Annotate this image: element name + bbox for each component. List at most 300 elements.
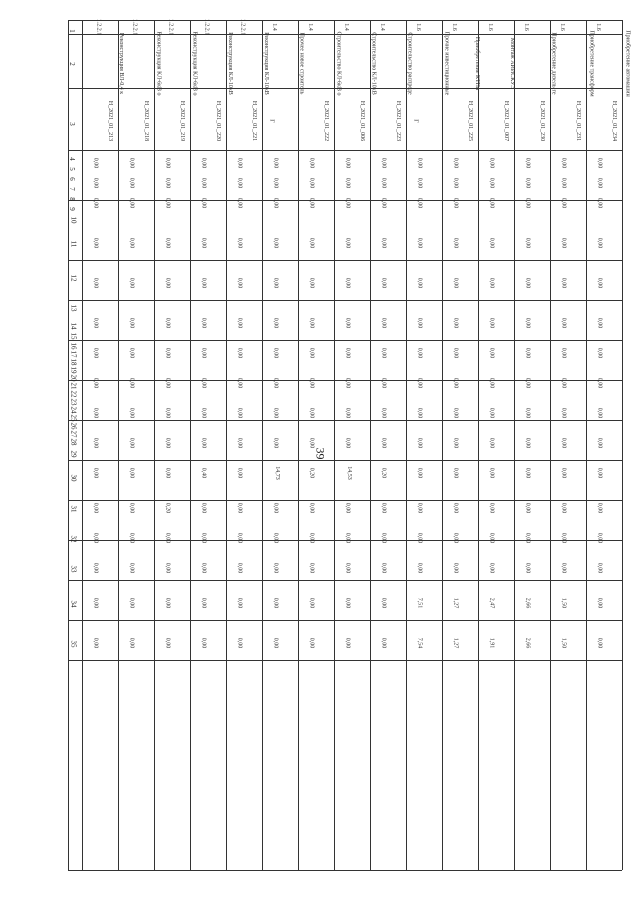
row-number: 1.6 — [558, 23, 565, 31]
row-number: 1.6 — [594, 23, 601, 31]
zero-value: 0,00 — [452, 347, 459, 359]
row-name: Строительство распреде — [406, 32, 413, 95]
zero-value: 0,00 — [92, 237, 99, 249]
row-name: Монтаж АИИСКУЭ — [509, 37, 516, 90]
value-col-34: 0,00 — [272, 597, 279, 609]
zero-value: 0,00 — [236, 437, 243, 449]
value-col-33: 0,00 — [200, 562, 207, 574]
zero-value: 0,00 — [344, 347, 351, 359]
zero-value: 0,00 — [128, 347, 135, 359]
zero-value: 0,00 — [560, 157, 567, 169]
row-name: Приобретение дизель-ге — [550, 32, 557, 95]
value-col-32: 0,00 — [308, 532, 315, 544]
value-col-34: 0,00 — [344, 597, 351, 609]
zero-value: 0,00 — [380, 407, 387, 419]
zero-value: 0,00 — [452, 157, 459, 169]
zero-value: 0,00 — [272, 157, 279, 169]
zero-value: 0,00 — [416, 407, 423, 419]
column-header: 28 — [69, 438, 78, 446]
zero-value: 0,00 — [128, 157, 135, 169]
zero-value: 0,00 — [344, 277, 351, 289]
column-header: 3 — [67, 122, 76, 126]
value-col-30: 0,20 — [308, 467, 315, 479]
row-name: Реконструкция КЛ-10кВ — [226, 32, 233, 95]
value-col-30: 0,00 — [560, 467, 567, 479]
zero-value: 0,00 — [236, 347, 243, 359]
value-col-35: 0,00 — [380, 637, 387, 649]
value-col-33: 0,00 — [128, 562, 135, 574]
zero-value: 0,00 — [164, 317, 171, 329]
zero-value: 0,00 — [524, 407, 531, 419]
zero-value: 0,00 — [596, 177, 603, 189]
grid-line — [68, 20, 622, 21]
grid-line — [586, 20, 587, 870]
zero-value: 0,00 — [452, 437, 459, 449]
zero-value: 0,00 — [308, 237, 315, 249]
zero-value: 0,00 — [560, 237, 567, 249]
row-code: Н_2021_01_006 — [359, 100, 366, 142]
value-col-33: 0,00 — [380, 562, 387, 574]
zero-value: 0,00 — [200, 177, 207, 189]
zero-value: 0,00 — [488, 407, 495, 419]
zero-value: 0,00 — [524, 277, 531, 289]
row-code: Г — [412, 119, 419, 123]
zero-value: 0,00 — [164, 277, 171, 289]
value-col-31: 0,00 — [344, 502, 351, 514]
grid-line — [68, 580, 622, 581]
zero-value: 0,00 — [524, 177, 531, 189]
grid-line — [68, 34, 622, 35]
value-col-35: 0,00 — [128, 637, 135, 649]
zero-value: 0,00 — [164, 197, 171, 209]
row-number: 1.4 — [378, 23, 385, 31]
zero-value: 0,00 — [92, 437, 99, 449]
zero-value: 0,00 — [308, 407, 315, 419]
value-col-31: 0,00 — [416, 502, 423, 514]
value-col-34: 0,00 — [380, 597, 387, 609]
row-name: Реконструкция КЛ-6кВ о — [155, 31, 162, 96]
zero-value: 0,00 — [128, 407, 135, 419]
zero-value: 0,00 — [596, 157, 603, 169]
zero-value: 0,00 — [524, 157, 531, 169]
row-name: Прочие инвестиционные — [443, 31, 450, 96]
column-header: 16 — [69, 342, 78, 350]
column-header: 23 — [69, 398, 78, 406]
grid-line — [68, 620, 622, 621]
zero-value: 0,00 — [488, 237, 495, 249]
value-col-30: 0,00 — [164, 467, 171, 479]
grid-line — [190, 20, 191, 870]
zero-value: 0,00 — [560, 407, 567, 419]
zero-value: 0,00 — [560, 177, 567, 189]
zero-value: 0,00 — [488, 377, 495, 389]
zero-value: 0,00 — [128, 317, 135, 329]
column-header: 27 — [69, 430, 78, 438]
zero-value: 0,00 — [272, 437, 279, 449]
zero-value: 0,00 — [200, 237, 207, 249]
zero-value: 0,00 — [92, 407, 99, 419]
column-header: 35 — [69, 640, 78, 648]
value-col-33: 0,00 — [452, 562, 459, 574]
zero-value: 0,00 — [200, 377, 207, 389]
row-number: 1.6 — [450, 23, 457, 31]
value-col-30: 0,40 — [200, 467, 207, 479]
zero-value: 0,00 — [200, 437, 207, 449]
grid-line — [370, 20, 371, 870]
zero-value: 0,00 — [524, 237, 531, 249]
value-col-32: 0,00 — [344, 532, 351, 544]
grid-line — [68, 420, 622, 421]
value-col-34: 0,00 — [92, 597, 99, 609]
value-col-35: 0,00 — [596, 637, 603, 649]
value-col-30: 0,00 — [236, 467, 243, 479]
column-header: 12 — [69, 274, 78, 282]
value-col-32: 0,00 — [596, 532, 603, 544]
grid-line — [68, 260, 622, 261]
value-col-34: 0,00 — [200, 597, 207, 609]
zero-value: 0,00 — [272, 237, 279, 249]
zero-value: 0,00 — [344, 407, 351, 419]
column-header: 14 — [69, 322, 78, 330]
column-header: 2 — [67, 62, 76, 66]
zero-value: 0,00 — [236, 377, 243, 389]
zero-value: 0,00 — [488, 317, 495, 329]
grid-line — [298, 20, 299, 870]
row-code: Н_2021_01_230 — [539, 100, 546, 142]
row-name: Приобретение КТПн — [474, 36, 481, 91]
row-number: 1.2.2.1 — [203, 18, 210, 36]
zero-value: 0,00 — [92, 157, 99, 169]
value-col-33: 0,00 — [488, 562, 495, 574]
zero-value: 0,00 — [272, 347, 279, 359]
zero-value: 0,00 — [128, 237, 135, 249]
zero-value: 0,00 — [92, 177, 99, 189]
zero-value: 0,00 — [344, 317, 351, 329]
value-col-32: 0,00 — [164, 532, 171, 544]
value-col-34: 0,00 — [236, 597, 243, 609]
zero-value: 0,00 — [308, 197, 315, 209]
value-col-34: 2,66 — [524, 597, 531, 609]
zero-value: 0,00 — [236, 197, 243, 209]
row-name: Реконструкция КЛ-6кВ о — [191, 31, 198, 96]
zero-value: 0,00 — [164, 377, 171, 389]
value-col-32: 0,00 — [236, 532, 243, 544]
column-header: 4 — [67, 157, 76, 161]
zero-value: 0,00 — [380, 377, 387, 389]
zero-value: 0,00 — [560, 347, 567, 359]
row-name: Приобретение автомашин — [624, 30, 631, 97]
row-code: Н_2021_01_213 — [107, 100, 114, 142]
value-col-33: 0,00 — [524, 562, 531, 574]
zero-value: 0,00 — [452, 177, 459, 189]
value-col-33: 0,00 — [596, 562, 603, 574]
zero-value: 0,00 — [344, 197, 351, 209]
zero-value: 0,00 — [164, 407, 171, 419]
value-col-31: 0,00 — [92, 502, 99, 514]
column-header: 13 — [69, 304, 78, 312]
zero-value: 0,00 — [272, 377, 279, 389]
value-col-34: 1,50 — [560, 597, 567, 609]
grid-line — [68, 500, 622, 501]
zero-value: 0,00 — [308, 437, 315, 449]
value-col-30: 0,00 — [128, 467, 135, 479]
zero-value: 0,00 — [164, 237, 171, 249]
value-col-35: 0,00 — [308, 637, 315, 649]
value-col-32: 0,00 — [560, 532, 567, 544]
zero-value: 0,00 — [524, 197, 531, 209]
value-col-32: 0,00 — [380, 532, 387, 544]
row-name: Строительство КЛ-10кВ — [370, 32, 377, 95]
zero-value: 0,00 — [452, 237, 459, 249]
column-header: 5 — [67, 167, 76, 171]
zero-value: 0,00 — [596, 237, 603, 249]
column-header: 9 — [67, 207, 76, 211]
zero-value: 0,00 — [272, 317, 279, 329]
grid-line — [68, 870, 622, 871]
zero-value: 0,00 — [524, 347, 531, 359]
column-header: 24 — [69, 406, 78, 414]
value-col-33: 0,00 — [272, 562, 279, 574]
grid-line — [68, 88, 622, 89]
grid-line — [334, 20, 335, 870]
zero-value: 0,00 — [128, 377, 135, 389]
zero-value: 0,00 — [416, 347, 423, 359]
value-col-35: 0,00 — [272, 637, 279, 649]
value-col-34: 2,47 — [488, 597, 495, 609]
value-col-30: 14,73 — [273, 466, 280, 480]
value-col-31: 0,00 — [200, 502, 207, 514]
zero-value: 0,00 — [380, 197, 387, 209]
column-header: 17 — [69, 350, 78, 358]
grid-line — [622, 20, 623, 870]
zero-value: 0,00 — [596, 407, 603, 419]
zero-value: 0,00 — [380, 157, 387, 169]
value-col-33: 0,00 — [92, 562, 99, 574]
value-col-32: 0,00 — [416, 532, 423, 544]
zero-value: 0,00 — [596, 317, 603, 329]
zero-value: 0,00 — [272, 407, 279, 419]
zero-value: 0,00 — [236, 407, 243, 419]
zero-value: 0,00 — [524, 377, 531, 389]
zero-value: 0,00 — [596, 347, 603, 359]
zero-value: 0,00 — [560, 277, 567, 289]
row-name: Строительство КЛ-6кВ о — [335, 31, 342, 96]
row-code: Н_2021_01_223 — [395, 100, 402, 142]
zero-value: 0,00 — [128, 197, 135, 209]
value-col-31: 0,00 — [272, 502, 279, 514]
zero-value: 0,00 — [452, 407, 459, 419]
zero-value: 0,00 — [236, 177, 243, 189]
zero-value: 0,00 — [344, 237, 351, 249]
zero-value: 0,00 — [416, 237, 423, 249]
value-col-34: 0,00 — [128, 597, 135, 609]
grid-line — [68, 150, 622, 151]
zero-value: 0,00 — [488, 277, 495, 289]
zero-value: 0,00 — [236, 317, 243, 329]
grid-line — [550, 20, 551, 870]
zero-value: 0,00 — [128, 177, 135, 189]
value-col-30: 0,00 — [416, 467, 423, 479]
value-col-35: 0,00 — [236, 637, 243, 649]
grid-line — [68, 460, 622, 461]
zero-value: 0,00 — [488, 347, 495, 359]
column-header: 21 — [69, 382, 78, 390]
value-col-33: 0,00 — [344, 562, 351, 574]
zero-value: 0,00 — [344, 157, 351, 169]
zero-value: 0,00 — [308, 317, 315, 329]
value-col-34: 1,27 — [452, 597, 459, 609]
column-header: 33 — [69, 565, 78, 573]
value-col-31: 0,00 — [452, 502, 459, 514]
zero-value: 0,00 — [236, 277, 243, 289]
row-code: Н_2021_01_218 — [143, 100, 150, 142]
zero-value: 0,00 — [524, 437, 531, 449]
row-code: Н_2021_01_225 — [467, 100, 474, 142]
zero-value: 0,00 — [164, 437, 171, 449]
value-col-33: 0,00 — [308, 562, 315, 574]
row-number: 1.2.2.1 — [131, 18, 138, 36]
value-col-35: 1,27 — [452, 637, 459, 649]
value-col-35: 0,00 — [344, 637, 351, 649]
zero-value: 0,00 — [560, 437, 567, 449]
row-code: Н_2021_01_234 — [611, 100, 618, 142]
zero-value: 0,00 — [200, 197, 207, 209]
value-col-35: 0,00 — [200, 637, 207, 649]
value-col-35: 7,54 — [416, 637, 423, 649]
zero-value: 0,00 — [308, 347, 315, 359]
value-col-32: 0,00 — [128, 532, 135, 544]
column-header: 19 — [69, 366, 78, 374]
column-header: 11 — [69, 240, 78, 248]
zero-value: 0,00 — [560, 377, 567, 389]
value-col-32: 0,00 — [272, 532, 279, 544]
value-col-30: 0,20 — [380, 467, 387, 479]
value-col-34: 0,00 — [596, 597, 603, 609]
zero-value: 0,00 — [452, 277, 459, 289]
row-code: Н_2021_01_007 — [503, 100, 510, 142]
zero-value: 0,00 — [596, 277, 603, 289]
column-header: 18 — [69, 358, 78, 366]
row-code: Н_2021_01_221 — [251, 100, 258, 142]
zero-value: 0,00 — [308, 177, 315, 189]
grid-line — [82, 20, 83, 870]
zero-value: 0,00 — [524, 317, 531, 329]
zero-value: 0,00 — [380, 237, 387, 249]
row-code: Г — [268, 119, 275, 123]
row-number: 1.6 — [414, 23, 421, 31]
zero-value: 0,00 — [452, 377, 459, 389]
column-header: 15 — [69, 332, 78, 340]
value-col-33: 0,00 — [560, 562, 567, 574]
value-col-32: 0,00 — [200, 532, 207, 544]
value-col-31: 0,00 — [308, 502, 315, 514]
column-header: 8 — [67, 197, 76, 201]
zero-value: 0,00 — [380, 317, 387, 329]
value-col-30: 0,00 — [524, 467, 531, 479]
value-col-31: 0,00 — [596, 502, 603, 514]
grid-line — [118, 20, 119, 870]
row-code: Н_2021_01_220 — [215, 100, 222, 142]
zero-value: 0,00 — [596, 437, 603, 449]
row-name: Реконструкция КЛ-10кВ — [262, 32, 269, 95]
value-col-31: 0,00 — [488, 502, 495, 514]
row-number: 1.4 — [306, 23, 313, 31]
zero-value: 0,00 — [272, 177, 279, 189]
zero-value: 0,00 — [380, 177, 387, 189]
zero-value: 0,00 — [308, 157, 315, 169]
zero-value: 0,00 — [128, 277, 135, 289]
zero-value: 0,00 — [380, 437, 387, 449]
column-header: 10 — [69, 216, 78, 224]
zero-value: 0,00 — [308, 377, 315, 389]
row-number: 1.4 — [270, 23, 277, 31]
zero-value: 0,00 — [92, 347, 99, 359]
row-code: Н_2021_01_219 — [179, 100, 186, 142]
zero-value: 0,00 — [200, 347, 207, 359]
value-col-32: 0,00 — [92, 532, 99, 544]
zero-value: 0,00 — [416, 437, 423, 449]
grid-line — [154, 20, 155, 870]
column-header: 34 — [69, 600, 78, 608]
zero-value: 0,00 — [488, 177, 495, 189]
column-header: 30 — [69, 474, 78, 482]
column-header: 26 — [69, 422, 78, 430]
zero-value: 0,00 — [272, 197, 279, 209]
zero-value: 0,00 — [200, 277, 207, 289]
zero-value: 0,00 — [92, 377, 99, 389]
value-col-30: 0,00 — [452, 467, 459, 479]
column-header: 32 — [69, 535, 78, 543]
column-header: 31 — [69, 505, 78, 513]
grid-line — [68, 660, 622, 661]
zero-value: 0,00 — [92, 277, 99, 289]
value-col-31: 0,00 — [236, 502, 243, 514]
zero-value: 0,00 — [560, 197, 567, 209]
zero-value: 0,00 — [164, 157, 171, 169]
value-col-32: 0,00 — [452, 532, 459, 544]
grid-line — [478, 20, 479, 870]
zero-value: 0,00 — [344, 177, 351, 189]
zero-value: 0,00 — [200, 407, 207, 419]
zero-value: 0,00 — [596, 197, 603, 209]
value-col-31: 0,00 — [524, 502, 531, 514]
zero-value: 0,00 — [344, 377, 351, 389]
zero-value: 0,00 — [416, 157, 423, 169]
value-col-34: 0,00 — [164, 597, 171, 609]
column-header: 7 — [67, 187, 76, 191]
zero-value: 0,00 — [200, 157, 207, 169]
value-col-33: 0,00 — [164, 562, 171, 574]
value-col-34: 7,51 — [416, 597, 423, 609]
value-col-35: 1,91 — [488, 637, 495, 649]
value-col-30: 14,53 — [345, 466, 352, 480]
row-number: 1.2.2.1 — [239, 18, 246, 36]
zero-value: 0,00 — [416, 317, 423, 329]
value-col-31: 0,00 — [380, 502, 387, 514]
zero-value: 0,00 — [236, 157, 243, 169]
zero-value: 0,00 — [128, 437, 135, 449]
row-name: Реконструкция ВЛ-0,4 к — [118, 32, 125, 95]
zero-value: 0,00 — [380, 277, 387, 289]
value-col-30: 0,00 — [596, 467, 603, 479]
value-col-34: 0,00 — [308, 597, 315, 609]
grid-line — [68, 340, 622, 341]
grid-line — [514, 20, 515, 870]
value-col-35: 0,00 — [164, 637, 171, 649]
zero-value: 0,00 — [164, 347, 171, 359]
column-header: 20 — [69, 374, 78, 382]
grid-line — [406, 20, 407, 870]
